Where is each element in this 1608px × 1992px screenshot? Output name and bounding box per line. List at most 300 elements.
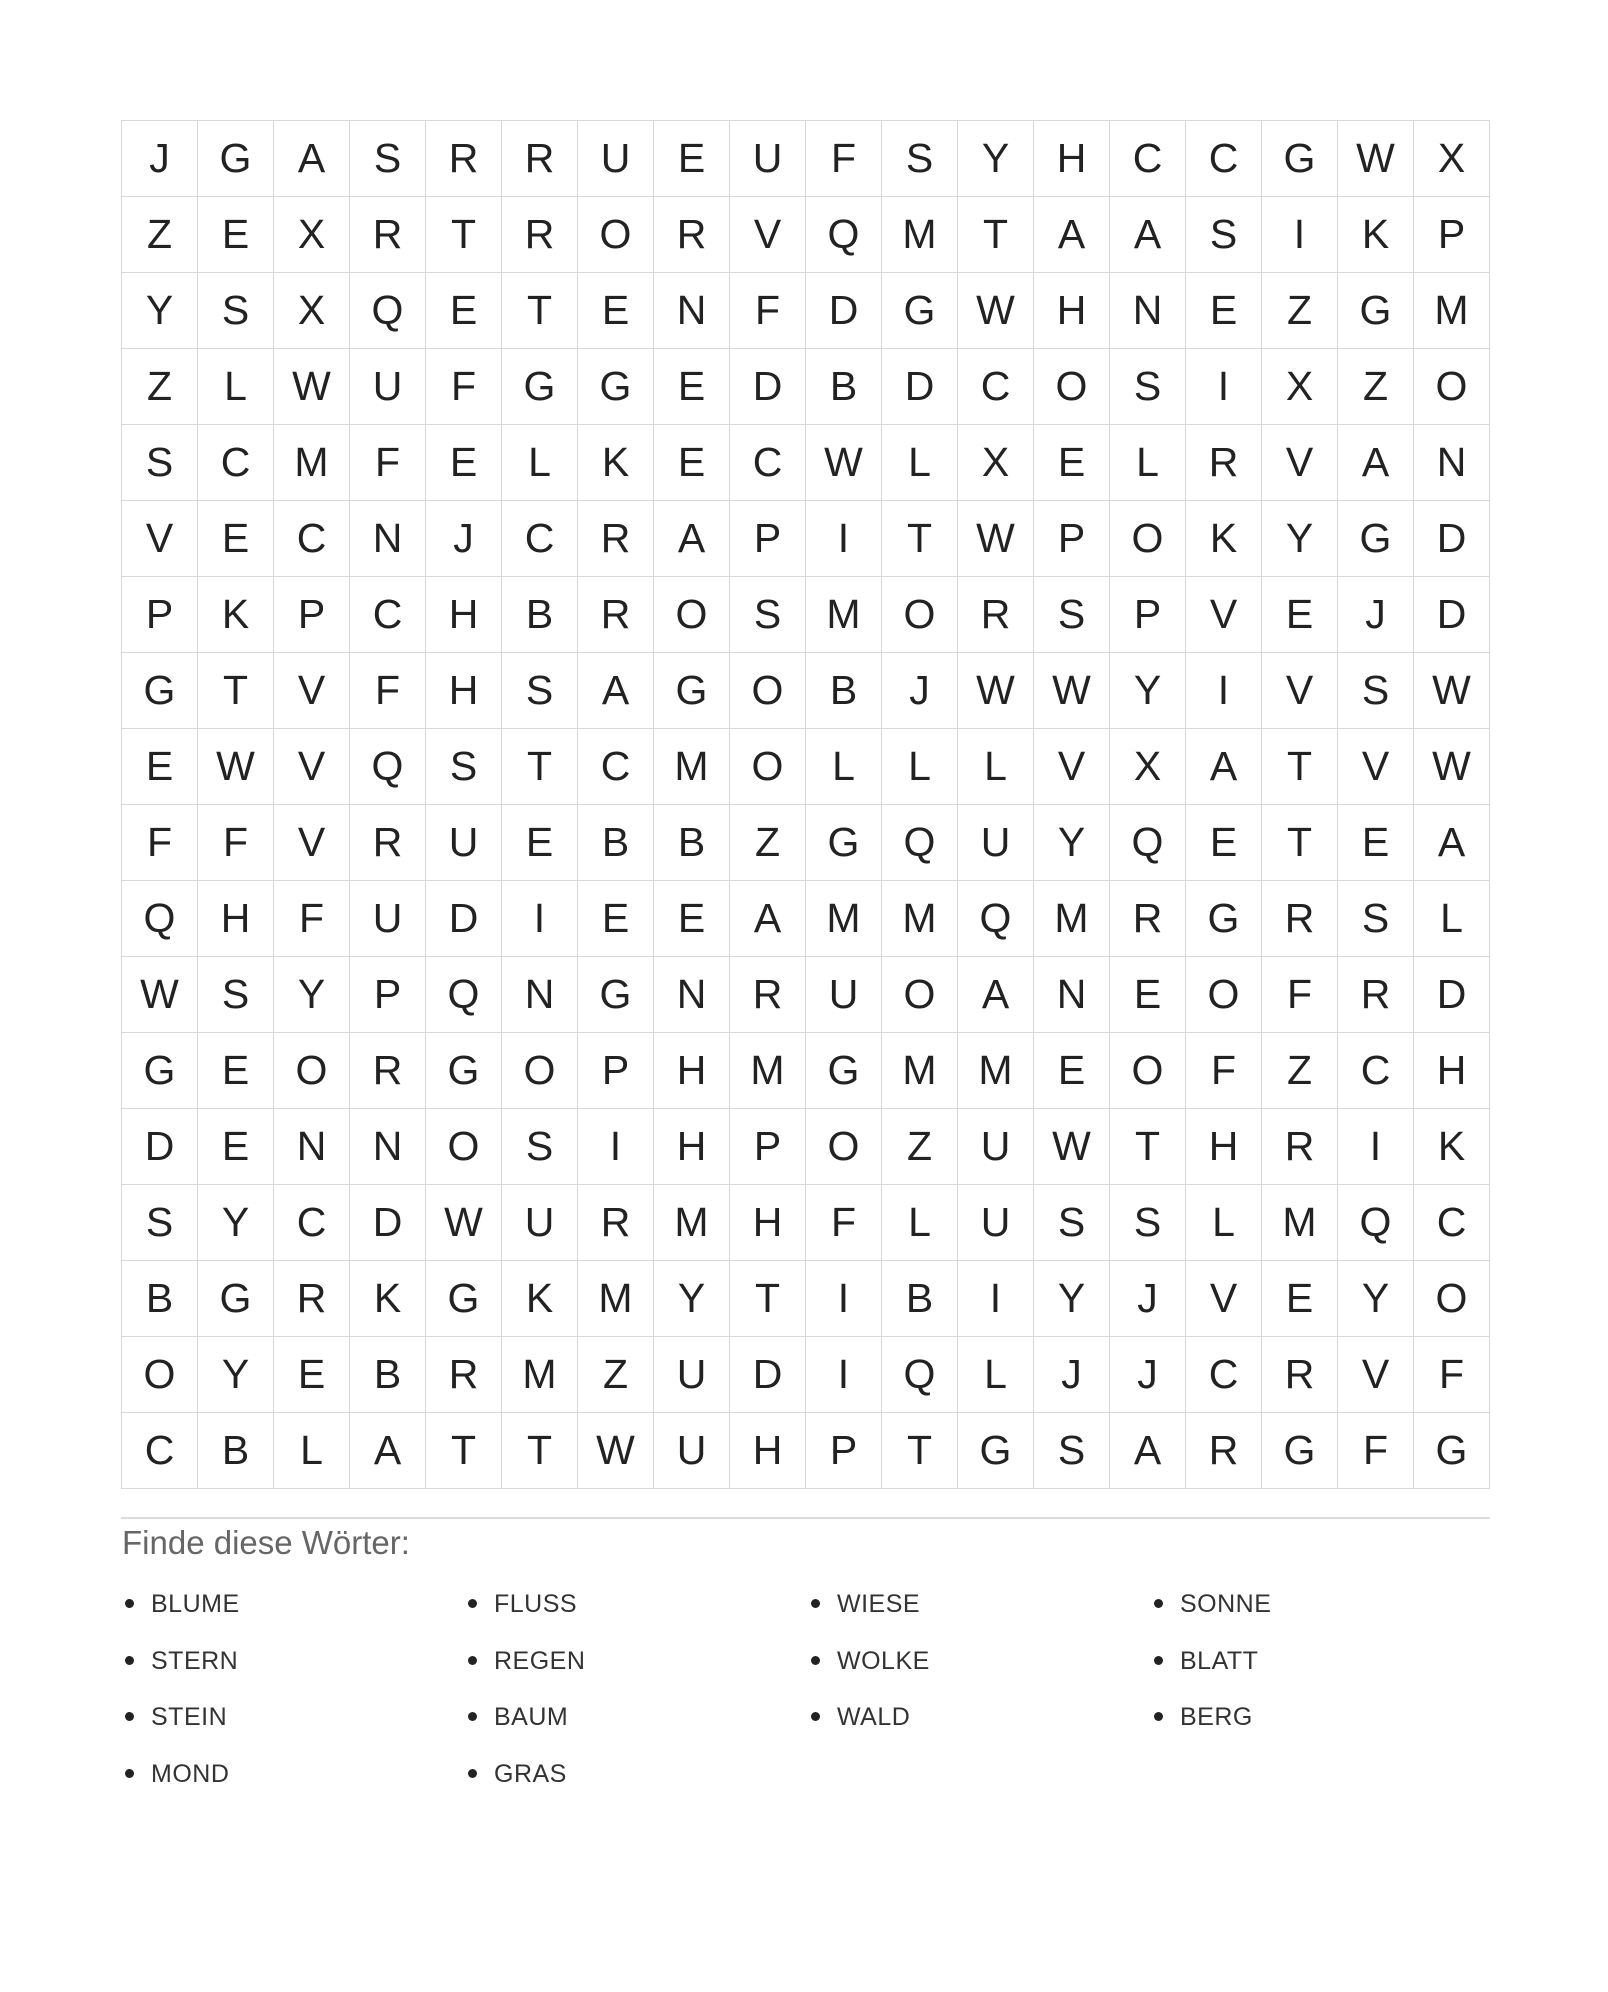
grid-cell-r9-c14[interactable]: X <box>1110 729 1186 805</box>
grid-cell-r15-c15[interactable]: L <box>1186 1185 1262 1261</box>
grid-cell-r14-c8[interactable]: H <box>654 1109 730 1185</box>
grid-cell-r6-c7[interactable]: R <box>578 501 654 577</box>
grid-cell-r14-c3[interactable]: N <box>274 1109 350 1185</box>
grid-cell-r14-c2[interactable]: E <box>198 1109 274 1185</box>
grid-cell-r10-c13[interactable]: Y <box>1034 805 1110 881</box>
grid-cell-r3-c8[interactable]: N <box>654 273 730 349</box>
grid-cell-r6-c5[interactable]: J <box>426 501 502 577</box>
grid-cell-r10-c12[interactable]: U <box>958 805 1034 881</box>
grid-cell-r5-c18[interactable]: N <box>1414 425 1490 501</box>
grid-cell-r9-c8[interactable]: M <box>654 729 730 805</box>
grid-cell-r10-c5[interactable]: U <box>426 805 502 881</box>
grid-cell-r18-c3[interactable]: L <box>274 1413 350 1489</box>
grid-cell-r12-c11[interactable]: O <box>882 957 958 1033</box>
grid-cell-r5-c2[interactable]: C <box>198 425 274 501</box>
grid-cell-r2-c6[interactable]: R <box>502 197 578 273</box>
grid-cell-r4-c10[interactable]: B <box>806 349 882 425</box>
grid-cell-r10-c1[interactable]: F <box>122 805 198 881</box>
grid-cell-r14-c15[interactable]: H <box>1186 1109 1262 1185</box>
grid-cell-r9-c10[interactable]: L <box>806 729 882 805</box>
grid-cell-r14-c18[interactable]: K <box>1414 1109 1490 1185</box>
grid-cell-r2-c9[interactable]: V <box>730 197 806 273</box>
grid-cell-r3-c18[interactable]: M <box>1414 273 1490 349</box>
grid-cell-r1-c15[interactable]: C <box>1186 121 1262 197</box>
grid-cell-r12-c5[interactable]: Q <box>426 957 502 1033</box>
grid-cell-r1-c11[interactable]: S <box>882 121 958 197</box>
grid-cell-r5-c9[interactable]: C <box>730 425 806 501</box>
grid-cell-r10-c7[interactable]: B <box>578 805 654 881</box>
grid-cell-r11-c5[interactable]: D <box>426 881 502 957</box>
grid-cell-r13-c7[interactable]: P <box>578 1033 654 1109</box>
grid-cell-r4-c6[interactable]: G <box>502 349 578 425</box>
grid-cell-r5-c6[interactable]: L <box>502 425 578 501</box>
grid-cell-r4-c3[interactable]: W <box>274 349 350 425</box>
grid-cell-r17-c6[interactable]: M <box>502 1337 578 1413</box>
grid-cell-r14-c1[interactable]: D <box>122 1109 198 1185</box>
grid-cell-r17-c12[interactable]: L <box>958 1337 1034 1413</box>
grid-cell-r13-c18[interactable]: H <box>1414 1033 1490 1109</box>
grid-cell-r6-c14[interactable]: O <box>1110 501 1186 577</box>
grid-cell-r16-c14[interactable]: J <box>1110 1261 1186 1337</box>
grid-cell-r13-c9[interactable]: M <box>730 1033 806 1109</box>
grid-cell-r18-c7[interactable]: W <box>578 1413 654 1489</box>
grid-cell-r17-c3[interactable]: E <box>274 1337 350 1413</box>
grid-cell-r3-c4[interactable]: Q <box>350 273 426 349</box>
grid-cell-r10-c14[interactable]: Q <box>1110 805 1186 881</box>
grid-cell-r13-c11[interactable]: M <box>882 1033 958 1109</box>
grid-cell-r7-c3[interactable]: P <box>274 577 350 653</box>
grid-cell-r16-c12[interactable]: I <box>958 1261 1034 1337</box>
grid-cell-r4-c17[interactable]: Z <box>1338 349 1414 425</box>
grid-cell-r5-c8[interactable]: E <box>654 425 730 501</box>
grid-cell-r10-c11[interactable]: Q <box>882 805 958 881</box>
grid-cell-r10-c6[interactable]: E <box>502 805 578 881</box>
grid-cell-r12-c15[interactable]: O <box>1186 957 1262 1033</box>
grid-cell-r11-c17[interactable]: S <box>1338 881 1414 957</box>
grid-cell-r17-c5[interactable]: R <box>426 1337 502 1413</box>
grid-cell-r16-c15[interactable]: V <box>1186 1261 1262 1337</box>
grid-cell-r15-c5[interactable]: W <box>426 1185 502 1261</box>
grid-cell-r10-c18[interactable]: A <box>1414 805 1490 881</box>
grid-cell-r16-c8[interactable]: Y <box>654 1261 730 1337</box>
grid-cell-r15-c14[interactable]: S <box>1110 1185 1186 1261</box>
grid-cell-r15-c10[interactable]: F <box>806 1185 882 1261</box>
grid-cell-r7-c2[interactable]: K <box>198 577 274 653</box>
grid-cell-r11-c13[interactable]: M <box>1034 881 1110 957</box>
grid-cell-r2-c14[interactable]: A <box>1110 197 1186 273</box>
grid-cell-r7-c9[interactable]: S <box>730 577 806 653</box>
grid-cell-r4-c9[interactable]: D <box>730 349 806 425</box>
grid-cell-r3-c16[interactable]: Z <box>1262 273 1338 349</box>
grid-cell-r12-c12[interactable]: A <box>958 957 1034 1033</box>
grid-cell-r16-c18[interactable]: O <box>1414 1261 1490 1337</box>
grid-cell-r3-c10[interactable]: D <box>806 273 882 349</box>
grid-cell-r18-c15[interactable]: R <box>1186 1413 1262 1489</box>
grid-cell-r7-c10[interactable]: M <box>806 577 882 653</box>
grid-cell-r18-c17[interactable]: F <box>1338 1413 1414 1489</box>
grid-cell-r18-c6[interactable]: T <box>502 1413 578 1489</box>
grid-cell-r17-c1[interactable]: O <box>122 1337 198 1413</box>
grid-cell-r9-c6[interactable]: T <box>502 729 578 805</box>
grid-cell-r13-c12[interactable]: M <box>958 1033 1034 1109</box>
grid-cell-r15-c11[interactable]: L <box>882 1185 958 1261</box>
grid-cell-r11-c10[interactable]: M <box>806 881 882 957</box>
grid-cell-r13-c5[interactable]: G <box>426 1033 502 1109</box>
grid-cell-r12-c17[interactable]: R <box>1338 957 1414 1033</box>
grid-cell-r2-c11[interactable]: M <box>882 197 958 273</box>
grid-cell-r15-c8[interactable]: M <box>654 1185 730 1261</box>
grid-cell-r7-c5[interactable]: H <box>426 577 502 653</box>
grid-cell-r3-c15[interactable]: E <box>1186 273 1262 349</box>
grid-cell-r8-c7[interactable]: A <box>578 653 654 729</box>
grid-cell-r5-c13[interactable]: E <box>1034 425 1110 501</box>
grid-cell-r12-c8[interactable]: N <box>654 957 730 1033</box>
grid-cell-r1-c10[interactable]: F <box>806 121 882 197</box>
grid-cell-r6-c1[interactable]: V <box>122 501 198 577</box>
grid-cell-r16-c10[interactable]: I <box>806 1261 882 1337</box>
grid-cell-r1-c13[interactable]: H <box>1034 121 1110 197</box>
grid-cell-r13-c14[interactable]: O <box>1110 1033 1186 1109</box>
grid-cell-r1-c1[interactable]: J <box>122 121 198 197</box>
grid-cell-r10-c3[interactable]: V <box>274 805 350 881</box>
grid-cell-r4-c7[interactable]: G <box>578 349 654 425</box>
grid-cell-r12-c6[interactable]: N <box>502 957 578 1033</box>
grid-cell-r3-c5[interactable]: E <box>426 273 502 349</box>
grid-cell-r5-c5[interactable]: E <box>426 425 502 501</box>
grid-cell-r7-c16[interactable]: E <box>1262 577 1338 653</box>
grid-cell-r12-c7[interactable]: G <box>578 957 654 1033</box>
grid-cell-r9-c4[interactable]: Q <box>350 729 426 805</box>
grid-cell-r2-c15[interactable]: S <box>1186 197 1262 273</box>
grid-cell-r17-c8[interactable]: U <box>654 1337 730 1413</box>
grid-cell-r3-c1[interactable]: Y <box>122 273 198 349</box>
grid-cell-r16-c5[interactable]: G <box>426 1261 502 1337</box>
grid-cell-r15-c6[interactable]: U <box>502 1185 578 1261</box>
grid-cell-r12-c2[interactable]: S <box>198 957 274 1033</box>
grid-cell-r7-c11[interactable]: O <box>882 577 958 653</box>
grid-cell-r10-c16[interactable]: T <box>1262 805 1338 881</box>
grid-cell-r8-c1[interactable]: G <box>122 653 198 729</box>
grid-cell-r3-c3[interactable]: X <box>274 273 350 349</box>
grid-cell-r8-c17[interactable]: S <box>1338 653 1414 729</box>
grid-cell-r10-c9[interactable]: Z <box>730 805 806 881</box>
grid-cell-r14-c11[interactable]: Z <box>882 1109 958 1185</box>
grid-cell-r6-c2[interactable]: E <box>198 501 274 577</box>
grid-cell-r7-c12[interactable]: R <box>958 577 1034 653</box>
grid-cell-r3-c12[interactable]: W <box>958 273 1034 349</box>
grid-cell-r14-c17[interactable]: I <box>1338 1109 1414 1185</box>
grid-cell-r13-c10[interactable]: G <box>806 1033 882 1109</box>
grid-cell-r18-c18[interactable]: G <box>1414 1413 1490 1489</box>
grid-cell-r9-c16[interactable]: T <box>1262 729 1338 805</box>
grid-cell-r3-c13[interactable]: H <box>1034 273 1110 349</box>
grid-cell-r1-c2[interactable]: G <box>198 121 274 197</box>
grid-cell-r18-c2[interactable]: B <box>198 1413 274 1489</box>
grid-cell-r2-c7[interactable]: O <box>578 197 654 273</box>
grid-cell-r15-c12[interactable]: U <box>958 1185 1034 1261</box>
grid-cell-r7-c17[interactable]: J <box>1338 577 1414 653</box>
grid-cell-r16-c11[interactable]: B <box>882 1261 958 1337</box>
grid-cell-r12-c13[interactable]: N <box>1034 957 1110 1033</box>
grid-cell-r13-c13[interactable]: E <box>1034 1033 1110 1109</box>
grid-cell-r8-c18[interactable]: W <box>1414 653 1490 729</box>
grid-cell-r11-c14[interactable]: R <box>1110 881 1186 957</box>
grid-cell-r16-c3[interactable]: R <box>274 1261 350 1337</box>
grid-cell-r18-c5[interactable]: T <box>426 1413 502 1489</box>
grid-cell-r14-c12[interactable]: U <box>958 1109 1034 1185</box>
grid-cell-r11-c8[interactable]: E <box>654 881 730 957</box>
grid-cell-r1-c6[interactable]: R <box>502 121 578 197</box>
grid-cell-r15-c2[interactable]: Y <box>198 1185 274 1261</box>
grid-cell-r8-c16[interactable]: V <box>1262 653 1338 729</box>
grid-cell-r6-c17[interactable]: G <box>1338 501 1414 577</box>
grid-cell-r17-c17[interactable]: V <box>1338 1337 1414 1413</box>
grid-cell-r5-c14[interactable]: L <box>1110 425 1186 501</box>
grid-cell-r8-c11[interactable]: J <box>882 653 958 729</box>
grid-cell-r3-c7[interactable]: E <box>578 273 654 349</box>
grid-cell-r3-c14[interactable]: N <box>1110 273 1186 349</box>
grid-cell-r8-c5[interactable]: H <box>426 653 502 729</box>
grid-cell-r8-c2[interactable]: T <box>198 653 274 729</box>
grid-cell-r6-c16[interactable]: Y <box>1262 501 1338 577</box>
grid-cell-r5-c11[interactable]: L <box>882 425 958 501</box>
grid-cell-r7-c6[interactable]: B <box>502 577 578 653</box>
grid-cell-r12-c10[interactable]: U <box>806 957 882 1033</box>
grid-cell-r2-c5[interactable]: T <box>426 197 502 273</box>
grid-cell-r6-c4[interactable]: N <box>350 501 426 577</box>
grid-cell-r15-c17[interactable]: Q <box>1338 1185 1414 1261</box>
grid-cell-r1-c5[interactable]: R <box>426 121 502 197</box>
grid-cell-r11-c1[interactable]: Q <box>122 881 198 957</box>
grid-cell-r7-c13[interactable]: S <box>1034 577 1110 653</box>
grid-cell-r1-c18[interactable]: X <box>1414 121 1490 197</box>
grid-cell-r15-c13[interactable]: S <box>1034 1185 1110 1261</box>
grid-cell-r9-c12[interactable]: L <box>958 729 1034 805</box>
grid-cell-r2-c12[interactable]: T <box>958 197 1034 273</box>
grid-cell-r7-c4[interactable]: C <box>350 577 426 653</box>
grid-cell-r14-c10[interactable]: O <box>806 1109 882 1185</box>
grid-cell-r3-c6[interactable]: T <box>502 273 578 349</box>
grid-cell-r6-c10[interactable]: I <box>806 501 882 577</box>
grid-cell-r12-c14[interactable]: E <box>1110 957 1186 1033</box>
grid-cell-r10-c10[interactable]: G <box>806 805 882 881</box>
grid-cell-r4-c4[interactable]: U <box>350 349 426 425</box>
grid-cell-r15-c16[interactable]: M <box>1262 1185 1338 1261</box>
grid-cell-r2-c13[interactable]: A <box>1034 197 1110 273</box>
grid-cell-r14-c5[interactable]: O <box>426 1109 502 1185</box>
grid-cell-r17-c4[interactable]: B <box>350 1337 426 1413</box>
grid-cell-r15-c18[interactable]: C <box>1414 1185 1490 1261</box>
grid-cell-r12-c1[interactable]: W <box>122 957 198 1033</box>
grid-cell-r1-c4[interactable]: S <box>350 121 426 197</box>
grid-cell-r3-c2[interactable]: S <box>198 273 274 349</box>
grid-cell-r13-c8[interactable]: H <box>654 1033 730 1109</box>
grid-cell-r11-c15[interactable]: G <box>1186 881 1262 957</box>
grid-cell-r5-c16[interactable]: V <box>1262 425 1338 501</box>
grid-cell-r13-c1[interactable]: G <box>122 1033 198 1109</box>
grid-cell-r8-c15[interactable]: I <box>1186 653 1262 729</box>
grid-cell-r16-c2[interactable]: G <box>198 1261 274 1337</box>
grid-cell-r8-c14[interactable]: Y <box>1110 653 1186 729</box>
grid-cell-r17-c9[interactable]: D <box>730 1337 806 1413</box>
grid-cell-r8-c6[interactable]: S <box>502 653 578 729</box>
grid-cell-r3-c11[interactable]: G <box>882 273 958 349</box>
grid-cell-r11-c6[interactable]: I <box>502 881 578 957</box>
grid-cell-r8-c9[interactable]: O <box>730 653 806 729</box>
grid-cell-r9-c15[interactable]: A <box>1186 729 1262 805</box>
grid-cell-r11-c3[interactable]: F <box>274 881 350 957</box>
grid-cell-r6-c9[interactable]: P <box>730 501 806 577</box>
grid-cell-r18-c12[interactable]: G <box>958 1413 1034 1489</box>
grid-cell-r4-c16[interactable]: X <box>1262 349 1338 425</box>
grid-cell-r13-c16[interactable]: Z <box>1262 1033 1338 1109</box>
grid-cell-r9-c5[interactable]: S <box>426 729 502 805</box>
grid-cell-r6-c12[interactable]: W <box>958 501 1034 577</box>
grid-cell-r14-c6[interactable]: S <box>502 1109 578 1185</box>
grid-cell-r6-c18[interactable]: D <box>1414 501 1490 577</box>
grid-cell-r9-c11[interactable]: L <box>882 729 958 805</box>
grid-cell-r12-c3[interactable]: Y <box>274 957 350 1033</box>
grid-cell-r5-c17[interactable]: A <box>1338 425 1414 501</box>
grid-cell-r9-c18[interactable]: W <box>1414 729 1490 805</box>
grid-cell-r3-c9[interactable]: F <box>730 273 806 349</box>
grid-cell-r5-c1[interactable]: S <box>122 425 198 501</box>
grid-cell-r17-c18[interactable]: F <box>1414 1337 1490 1413</box>
grid-cell-r15-c3[interactable]: C <box>274 1185 350 1261</box>
grid-cell-r7-c7[interactable]: R <box>578 577 654 653</box>
grid-cell-r2-c4[interactable]: R <box>350 197 426 273</box>
grid-cell-r8-c10[interactable]: B <box>806 653 882 729</box>
grid-cell-r17-c11[interactable]: Q <box>882 1337 958 1413</box>
grid-cell-r7-c8[interactable]: O <box>654 577 730 653</box>
grid-cell-r14-c14[interactable]: T <box>1110 1109 1186 1185</box>
grid-cell-r2-c2[interactable]: E <box>198 197 274 273</box>
grid-cell-r16-c4[interactable]: K <box>350 1261 426 1337</box>
grid-cell-r14-c4[interactable]: N <box>350 1109 426 1185</box>
grid-cell-r5-c15[interactable]: R <box>1186 425 1262 501</box>
grid-cell-r4-c1[interactable]: Z <box>122 349 198 425</box>
grid-cell-r2-c16[interactable]: I <box>1262 197 1338 273</box>
grid-cell-r4-c2[interactable]: L <box>198 349 274 425</box>
grid-cell-r8-c3[interactable]: V <box>274 653 350 729</box>
grid-cell-r8-c8[interactable]: G <box>654 653 730 729</box>
grid-cell-r9-c9[interactable]: O <box>730 729 806 805</box>
grid-cell-r17-c13[interactable]: J <box>1034 1337 1110 1413</box>
grid-cell-r1-c14[interactable]: C <box>1110 121 1186 197</box>
grid-cell-r9-c3[interactable]: V <box>274 729 350 805</box>
grid-cell-r3-c17[interactable]: G <box>1338 273 1414 349</box>
grid-cell-r17-c7[interactable]: Z <box>578 1337 654 1413</box>
grid-cell-r6-c11[interactable]: T <box>882 501 958 577</box>
grid-cell-r1-c17[interactable]: W <box>1338 121 1414 197</box>
grid-cell-r4-c13[interactable]: O <box>1034 349 1110 425</box>
grid-cell-r4-c12[interactable]: C <box>958 349 1034 425</box>
grid-cell-r13-c6[interactable]: O <box>502 1033 578 1109</box>
grid-cell-r15-c7[interactable]: R <box>578 1185 654 1261</box>
grid-cell-r11-c12[interactable]: Q <box>958 881 1034 957</box>
grid-cell-r16-c1[interactable]: B <box>122 1261 198 1337</box>
grid-cell-r2-c10[interactable]: Q <box>806 197 882 273</box>
grid-cell-r7-c1[interactable]: P <box>122 577 198 653</box>
grid-cell-r5-c7[interactable]: K <box>578 425 654 501</box>
grid-cell-r13-c17[interactable]: C <box>1338 1033 1414 1109</box>
grid-cell-r13-c15[interactable]: F <box>1186 1033 1262 1109</box>
grid-cell-r18-c8[interactable]: U <box>654 1413 730 1489</box>
grid-cell-r15-c1[interactable]: S <box>122 1185 198 1261</box>
grid-cell-r17-c16[interactable]: R <box>1262 1337 1338 1413</box>
grid-cell-r13-c4[interactable]: R <box>350 1033 426 1109</box>
grid-cell-r1-c3[interactable]: A <box>274 121 350 197</box>
grid-cell-r6-c15[interactable]: K <box>1186 501 1262 577</box>
grid-cell-r14-c13[interactable]: W <box>1034 1109 1110 1185</box>
grid-cell-r5-c10[interactable]: W <box>806 425 882 501</box>
grid-cell-r9-c17[interactable]: V <box>1338 729 1414 805</box>
grid-cell-r1-c16[interactable]: G <box>1262 121 1338 197</box>
grid-cell-r16-c17[interactable]: Y <box>1338 1261 1414 1337</box>
grid-cell-r11-c2[interactable]: H <box>198 881 274 957</box>
grid-cell-r17-c14[interactable]: J <box>1110 1337 1186 1413</box>
grid-cell-r18-c4[interactable]: A <box>350 1413 426 1489</box>
grid-cell-r2-c1[interactable]: Z <box>122 197 198 273</box>
grid-cell-r9-c7[interactable]: C <box>578 729 654 805</box>
grid-cell-r2-c17[interactable]: K <box>1338 197 1414 273</box>
grid-cell-r1-c7[interactable]: U <box>578 121 654 197</box>
grid-cell-r10-c2[interactable]: F <box>198 805 274 881</box>
grid-cell-r13-c2[interactable]: E <box>198 1033 274 1109</box>
grid-cell-r4-c15[interactable]: I <box>1186 349 1262 425</box>
grid-cell-r10-c17[interactable]: E <box>1338 805 1414 881</box>
grid-cell-r16-c16[interactable]: E <box>1262 1261 1338 1337</box>
grid-cell-r11-c9[interactable]: A <box>730 881 806 957</box>
grid-cell-r1-c9[interactable]: U <box>730 121 806 197</box>
grid-cell-r11-c16[interactable]: R <box>1262 881 1338 957</box>
grid-cell-r14-c16[interactable]: R <box>1262 1109 1338 1185</box>
grid-cell-r12-c4[interactable]: P <box>350 957 426 1033</box>
grid-cell-r16-c13[interactable]: Y <box>1034 1261 1110 1337</box>
grid-cell-r17-c10[interactable]: I <box>806 1337 882 1413</box>
grid-cell-r16-c7[interactable]: M <box>578 1261 654 1337</box>
grid-cell-r1-c8[interactable]: E <box>654 121 730 197</box>
grid-cell-r17-c2[interactable]: Y <box>198 1337 274 1413</box>
grid-cell-r11-c18[interactable]: L <box>1414 881 1490 957</box>
grid-cell-r14-c9[interactable]: P <box>730 1109 806 1185</box>
grid-cell-r11-c11[interactable]: M <box>882 881 958 957</box>
grid-cell-r14-c7[interactable]: I <box>578 1109 654 1185</box>
grid-cell-r18-c14[interactable]: A <box>1110 1413 1186 1489</box>
grid-cell-r12-c9[interactable]: R <box>730 957 806 1033</box>
grid-cell-r17-c15[interactable]: C <box>1186 1337 1262 1413</box>
grid-cell-r6-c3[interactable]: C <box>274 501 350 577</box>
grid-cell-r6-c13[interactable]: P <box>1034 501 1110 577</box>
grid-cell-r10-c15[interactable]: E <box>1186 805 1262 881</box>
grid-cell-r4-c14[interactable]: S <box>1110 349 1186 425</box>
grid-cell-r4-c18[interactable]: O <box>1414 349 1490 425</box>
grid-cell-r11-c7[interactable]: E <box>578 881 654 957</box>
grid-cell-r5-c4[interactable]: F <box>350 425 426 501</box>
grid-cell-r7-c18[interactable]: D <box>1414 577 1490 653</box>
grid-cell-r12-c16[interactable]: F <box>1262 957 1338 1033</box>
grid-cell-r18-c16[interactable]: G <box>1262 1413 1338 1489</box>
grid-cell-r18-c10[interactable]: P <box>806 1413 882 1489</box>
grid-cell-r16-c9[interactable]: T <box>730 1261 806 1337</box>
grid-cell-r18-c13[interactable]: S <box>1034 1413 1110 1489</box>
grid-cell-r9-c2[interactable]: W <box>198 729 274 805</box>
grid-cell-r4-c8[interactable]: E <box>654 349 730 425</box>
grid-cell-r4-c5[interactable]: F <box>426 349 502 425</box>
grid-cell-r2-c8[interactable]: R <box>654 197 730 273</box>
grid-cell-r2-c18[interactable]: P <box>1414 197 1490 273</box>
grid-cell-r15-c4[interactable]: D <box>350 1185 426 1261</box>
